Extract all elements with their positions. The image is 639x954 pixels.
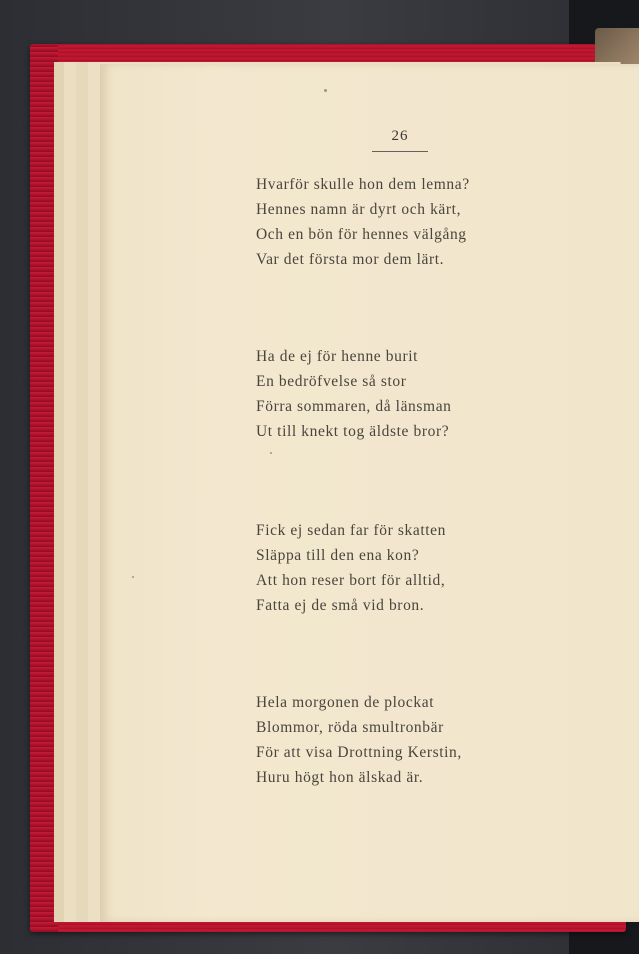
verse-line: Att hon reser bort för alltid, [256, 572, 446, 589]
verse-line: Huru högt hon älskad är. [256, 769, 424, 786]
verse-line: Och en bön för hennes välgång [256, 226, 467, 243]
verse-line: Var det första mor dem lärt. [256, 251, 445, 268]
verse-line: En bedröfvelse så stor [256, 373, 407, 390]
stanza-1 [256, 172, 470, 272]
stanza-3 [256, 518, 446, 618]
verse-line: Ut till knekt tog äldste bror? [256, 423, 450, 440]
verse-line: Släppa till den ena kon? [256, 547, 420, 564]
verse-line: För att visa Drottning Kerstin, [256, 744, 462, 761]
page-number-rule [372, 151, 428, 152]
paper-speck [324, 89, 327, 92]
verse-line: Hvarför skulle hon dem lemna? [256, 176, 470, 193]
verse-line: Fatta ej de små vid bron. [256, 597, 425, 614]
verse-line: Hennes namn är dyrt och kärt, [256, 201, 462, 218]
paper-speck [132, 576, 134, 578]
verse-line: Fick ej sedan far för skatten [256, 522, 446, 539]
verse-line: Hela morgonen de plockat [256, 694, 435, 711]
verse-line: Ha de ej för henne burit [256, 348, 419, 365]
verse-line: Blommor, röda smultronbär [256, 719, 444, 736]
verse-line: Förra sommaren, då länsman [256, 398, 452, 415]
stanza-2 [256, 344, 452, 444]
paper-speck [270, 452, 272, 454]
page-number: 26 [391, 128, 409, 144]
stanza-4 [256, 690, 462, 790]
